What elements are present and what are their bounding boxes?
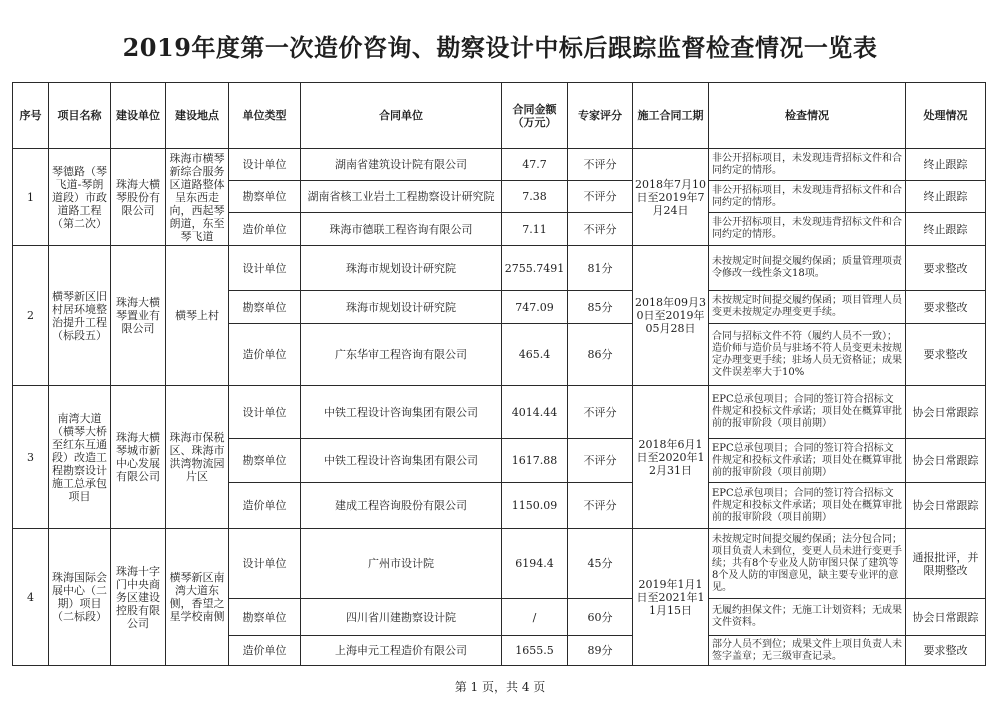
contract-period: 2018年09月30日至2019年05月28日 <box>633 246 709 386</box>
table-row <box>13 246 986 291</box>
contract-unit: 珠海市规划设计研究院 <box>301 291 502 324</box>
handling-result: 终止跟踪 <box>906 149 986 181</box>
contract-amount: 747.09 <box>502 291 568 324</box>
header-score: 专家评分 <box>568 83 633 149</box>
contract-amount: 47.7 <box>502 149 568 181</box>
contract-unit: 中铁工程设计咨询集团有限公司 <box>301 386 502 439</box>
project-index: 2 <box>13 246 49 386</box>
header-unit-type: 单位类型 <box>229 83 301 149</box>
inspection-table <box>12 82 986 666</box>
owner-unit: 珠海大横琴置业有限公司 <box>111 246 166 386</box>
inspection-result: 非公开招标项目，未发现违背招标文件和合同约定的情形。 <box>709 181 906 213</box>
contract-amount: 7.11 <box>502 213 568 246</box>
unit-type: 造价单位 <box>229 483 301 529</box>
project-location: 横琴新区南湾大道东侧，香望之星学校南侧 <box>166 529 229 666</box>
header-index: 序号 <box>13 83 49 149</box>
contract-unit: 湖南省核工业岩土工程勘察设计研究院 <box>301 181 502 213</box>
inspection-result: 未按规定时间提交履约保函；项目管理人员变更未按规定办理变更手续。 <box>709 291 906 324</box>
handling-result: 通报批评，并限期整改 <box>906 529 986 599</box>
inspection-result: 合同与招标文件不符（履约人员不一致）；造价师与造价员与驻场不符人员变更未按规定办理变更手续；驻场人员无资格证；成果文件误差率大于10% <box>709 324 906 386</box>
expert-score: 89分 <box>568 636 633 666</box>
inspection-result: 部分人员不到位；成果文件上项目负责人未签字盖章；无三级审查记录。 <box>709 636 906 666</box>
unit-type: 造价单位 <box>229 636 301 666</box>
unit-type: 设计单位 <box>229 246 301 291</box>
contract-unit: 建成工程咨询股份有限公司 <box>301 483 502 529</box>
handling-result: 协会日常跟踪 <box>906 483 986 529</box>
header-location: 建设地点 <box>166 83 229 149</box>
project-name: 横琴新区旧村居环境整治提升工程（标段五） <box>49 246 111 386</box>
unit-type: 勘察单位 <box>229 599 301 636</box>
project-index: 3 <box>13 386 49 529</box>
contract-unit: 上海申元工程造价有限公司 <box>301 636 502 666</box>
contract-unit: 湖南省建筑设计院有限公司 <box>301 149 502 181</box>
inspection-result: 未按规定时间提交履约保函；法分包合同；项目负责人未到位，变更人员未进行变更手续；共有8个专业及人防审图只保了建筑等8个及人防的审图意见，缺主要专业评的意见。 <box>709 529 906 599</box>
inspection-result: 无履约担保文件；无施工计划资料；无成果文件资料。 <box>709 599 906 636</box>
contract-unit: 珠海市规划设计研究院 <box>301 246 502 291</box>
handling-result: 要求整改 <box>906 636 986 666</box>
header-owner: 建设单位 <box>111 83 166 149</box>
contract-period: 2019年1月1日至2021年11月15日 <box>633 529 709 666</box>
header-contract-unit: 合同单位 <box>301 83 502 149</box>
table-row <box>13 529 986 599</box>
table-row <box>13 149 986 181</box>
contract-amount: 4014.44 <box>502 386 568 439</box>
contract-amount: 1150.09 <box>502 483 568 529</box>
header-handling: 处理情况 <box>906 83 986 149</box>
contract-unit: 广东华审工程咨询有限公司 <box>301 324 502 386</box>
inspection-result: 未按规定时间提交履约保函；质量管理项责令修改一线性条文18项。 <box>709 246 906 291</box>
handling-result: 协会日常跟踪 <box>906 599 986 636</box>
contract-unit: 广州市设计院 <box>301 529 502 599</box>
header-row <box>13 83 986 149</box>
inspection-result: 非公开招标项目，未发现违背招标文件和合同约定的情形。 <box>709 213 906 246</box>
contract-amount: 465.4 <box>502 324 568 386</box>
inspection-result: EPC总承包项目；合同的签订符合招标文件规定和投标文件承诺；项目处在概算审批前的报审阶段（项目前期） <box>709 483 906 529</box>
unit-type: 勘察单位 <box>229 291 301 324</box>
contract-unit: 珠海市德联工程咨询有限公司 <box>301 213 502 246</box>
project-name: 琴德路（琴飞道-琴朗道段）市政道路工程（第二次） <box>49 149 111 246</box>
header-inspection: 检查情况 <box>709 83 906 149</box>
unit-type: 设计单位 <box>229 529 301 599</box>
contract-amount: / <box>502 599 568 636</box>
project-location: 珠海市横琴新综合服务区道路整体呈东西走向，西起琴朗道，东至琴飞道 <box>166 149 229 246</box>
contract-unit: 四川省川建勘察设计院 <box>301 599 502 636</box>
project-location: 珠海市保税区、珠海市洪湾物流园片区 <box>166 386 229 529</box>
header-project-name: 项目名称 <box>49 83 111 149</box>
owner-unit: 珠海十字门中央商务区建设控股有限公司 <box>111 529 166 666</box>
contract-amount: 2755.7491 <box>502 246 568 291</box>
expert-score: 不评分 <box>568 386 633 439</box>
project-index: 1 <box>13 149 49 246</box>
handling-result: 协会日常跟踪 <box>906 439 986 483</box>
owner-unit: 珠海大横琴股份有限公司 <box>111 149 166 246</box>
contract-amount: 1617.88 <box>502 439 568 483</box>
expert-score: 不评分 <box>568 439 633 483</box>
inspection-result: 非公开招标项目，未发现违背招标文件和合同约定的情形。 <box>709 149 906 181</box>
unit-type: 勘察单位 <box>229 181 301 213</box>
unit-type: 造价单位 <box>229 324 301 386</box>
project-index: 4 <box>13 529 49 666</box>
expert-score: 60分 <box>568 599 633 636</box>
expert-score: 不评分 <box>568 483 633 529</box>
contract-amount: 7.38 <box>502 181 568 213</box>
header-period: 施工合同工期 <box>633 83 709 149</box>
owner-unit: 珠海大横琴城市新中心发展有限公司 <box>111 386 166 529</box>
project-location: 横琴上村 <box>166 246 229 386</box>
expert-score: 不评分 <box>568 213 633 246</box>
contract-period: 2018年7月10日至2019年7月24日 <box>633 149 709 246</box>
document-title: 2019年度第一次造价咨询、勘察设计中标后跟踪监督检查情况一览表 <box>122 33 878 62</box>
expert-score: 不评分 <box>568 181 633 213</box>
page-number: 第 1 页，共 4 页 <box>454 680 546 694</box>
contract-unit: 中铁工程设计咨询集团有限公司 <box>301 439 502 483</box>
expert-score: 不评分 <box>568 149 633 181</box>
handling-result: 要求整改 <box>906 246 986 291</box>
table-row <box>13 386 986 439</box>
inspection-result: EPC总承包项目；合同的签订符合招标文件规定和投标文件承诺；项目处在概算审批前的报审阶段（项目前期） <box>709 386 906 439</box>
expert-score: 45分 <box>568 529 633 599</box>
unit-type: 造价单位 <box>229 213 301 246</box>
contract-period: 2018年6月1日至2020年12月31日 <box>633 386 709 529</box>
unit-type: 设计单位 <box>229 149 301 181</box>
handling-result: 终止跟踪 <box>906 213 986 246</box>
expert-score: 85分 <box>568 291 633 324</box>
handling-result: 协会日常跟踪 <box>906 386 986 439</box>
handling-result: 要求整改 <box>906 291 986 324</box>
header-amount: 合同金额 （万元） <box>502 83 568 149</box>
handling-result: 要求整改 <box>906 324 986 386</box>
expert-score: 86分 <box>568 324 633 386</box>
handling-result: 终止跟踪 <box>906 181 986 213</box>
unit-type: 设计单位 <box>229 386 301 439</box>
contract-amount: 1655.5 <box>502 636 568 666</box>
inspection-result: EPC总承包项目；合同的签订符合招标文件规定和投标文件承诺；项目处在概算审批前的报审阶段（项目前期） <box>709 439 906 483</box>
project-name: 珠海国际会展中心（二期）项目（二标段） <box>49 529 111 666</box>
expert-score: 81分 <box>568 246 633 291</box>
contract-amount: 6194.4 <box>502 529 568 599</box>
unit-type: 勘察单位 <box>229 439 301 483</box>
project-name: 南湾大道（横琴大桥至红东互通段）改造工程勘察设计施工总承包项目 <box>49 386 111 529</box>
